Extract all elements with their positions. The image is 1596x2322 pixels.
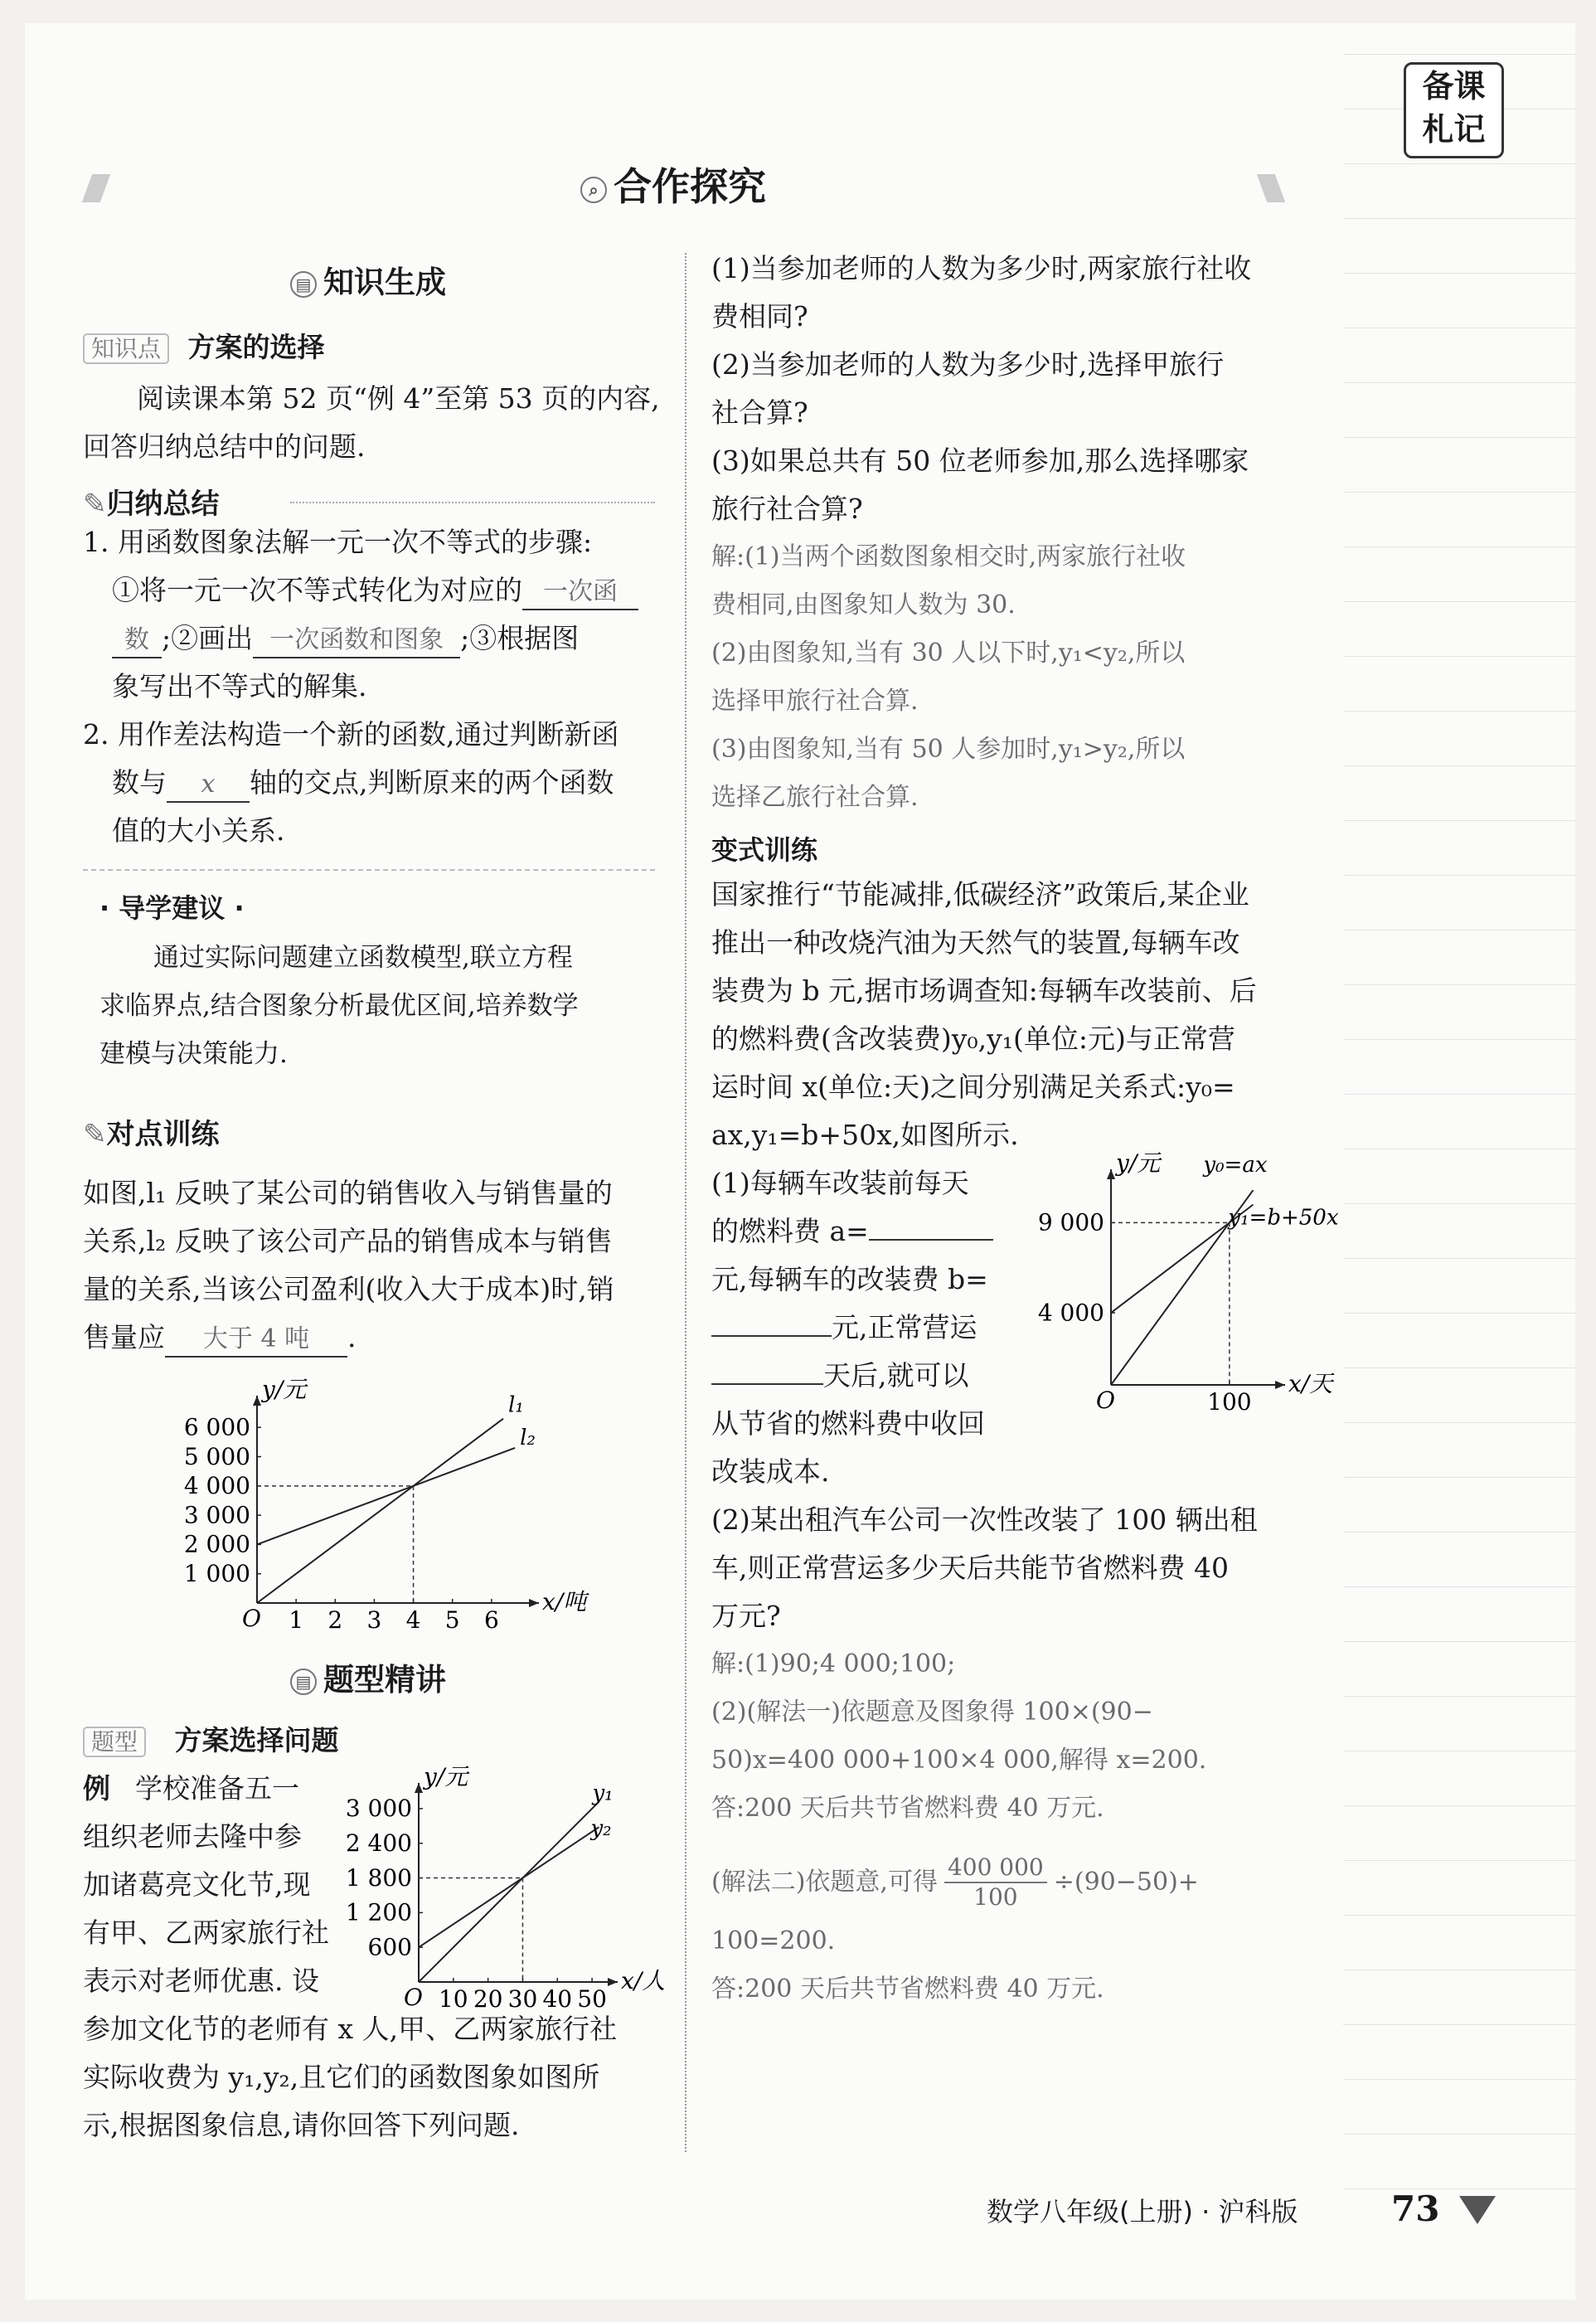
x-axis-arrow (608, 1978, 618, 1986)
y-axis-arrow (415, 1783, 423, 1793)
question-3-line-1: (3)如果总共有 50 位老师参加,那么选择哪家 (711, 444, 1249, 477)
y-tick-label: 1 000 (183, 1560, 250, 1588)
fraction: $\frac{400 000}{100}$ (944, 1853, 1047, 1912)
y-tick-label: 9 000 (1037, 1208, 1104, 1236)
solution-line-2: (2)(解法一)依题意及图象得 100×(90− (711, 1698, 1153, 1727)
type-title: 方案选择问题 (174, 1724, 339, 1756)
x-tick-label: 2 (327, 1606, 343, 1634)
variant-line-3: 装费为 b 元,据市场调查知:每辆车改装前、后 (711, 974, 1257, 1007)
y-axis-arrow (253, 1396, 261, 1406)
origin-label: O (1096, 1387, 1115, 1414)
question-1-line-1: (1)当参加老师的人数为多少时,两家旅行社收 (711, 252, 1252, 284)
pencil-icon: ✎ (83, 488, 107, 521)
badge-line-1: 备课 (1422, 68, 1486, 104)
x-axis-label: x/人 (621, 1967, 666, 1994)
practice-line-2: 关系,l₂ 反映了该公司产品的销售成本与销售 (83, 1225, 613, 1257)
solution-line-4: 答:200 天后共节省燃料费 40 万元. (711, 1794, 1104, 1823)
series-line (257, 1419, 503, 1603)
guide-heading: · 导学建议 · (99, 892, 245, 924)
guide-box-top (83, 869, 655, 871)
blank-b (711, 1335, 832, 1337)
summary-2-line-2: 数与 x 轴的交点,判断原来的两个函数 (112, 759, 614, 807)
summary-divider (290, 502, 655, 503)
guide-line-2: 求临界点,结合图象分析最优区间,培养数学 (99, 991, 579, 1021)
series-label: y₁=b+50x (1228, 1205, 1339, 1231)
variant-line-5: 运时间 x(单位:天)之间分别满足关系式:y₀= (711, 1071, 1235, 1103)
series-label: y₁ (592, 1780, 614, 1806)
question-2-line-2: 社合算? (711, 396, 808, 429)
y-tick-label: 4 000 (183, 1472, 250, 1500)
example-line-2: 组织老师去隆中参 (83, 1820, 302, 1853)
variant-line-6: ax,y₁=b+50x,如图所示. (711, 1119, 1019, 1151)
vq-line-5: 天后,就可以 (711, 1352, 969, 1400)
x-axis-label: x/天 (1288, 1370, 1333, 1397)
search-icon: ⌕ (580, 177, 607, 203)
summary-1-line-4: 象写出不等式的解集. (112, 670, 367, 702)
y-axis-label: y/元 (262, 1376, 307, 1403)
x-tick-label: 1 (289, 1606, 304, 1634)
y-tick-label: 3 000 (183, 1501, 250, 1529)
answer-2-line-2: 选择甲旅行社合算. (711, 687, 919, 716)
book-icon: ▤ (290, 1669, 317, 1695)
practice-line-3: 量的关系,当该公司盈利(收入大于成本)时,销 (83, 1273, 614, 1305)
origin-label: O (404, 1984, 423, 2011)
read-line-1: 阅读课本第 52 页“例 4”至第 53 页的内容, (137, 382, 660, 415)
knowledge-title: 方案的选择 (187, 331, 325, 363)
practice-heading: ✎对点训练 (83, 1118, 220, 1151)
variant-line-4: 的燃料费(含改装费)y₀,y₁(单位:元)与正常营 (711, 1023, 1235, 1055)
knowledge-tag: 知识点 (83, 333, 169, 364)
example-line-5: 表示对老师优惠. 设 (83, 1965, 319, 1997)
y-tick-label: 1 800 (345, 1863, 412, 1892)
types-heading: ▤ 题型精讲 (290, 1654, 446, 1699)
answer-x-axis: x (167, 768, 250, 803)
guide-line-1: 通过实际问题建立函数模型,联立方程 (153, 943, 573, 973)
answer-linear-function: 一次函 (522, 576, 638, 610)
x-tick-label: 20 (473, 1985, 503, 2013)
solution-line-1: 解:(1)90;4 000;100; (711, 1649, 956, 1678)
chart-sales (166, 1372, 587, 1638)
vq-line-1: (1)每辆车改装前每天 (711, 1167, 969, 1199)
pencil-icon: ✎ (83, 1118, 107, 1151)
x-tick-label: 10 (438, 1985, 468, 2013)
summary-2-line-1: 2. 用作差法构造一个新的函数,通过判断新函 (83, 718, 619, 751)
practice-line-4: 售量应 大于 4 吨 . (83, 1314, 357, 1362)
y-axis-label: y/元 (1116, 1149, 1161, 1177)
variant-heading: 变式训练 (711, 834, 818, 866)
summary-heading: ✎归纳总结 (83, 488, 220, 521)
vq-line-2: 的燃料费 a= (711, 1207, 993, 1256)
guide-line-3: 建模与决策能力. (99, 1039, 288, 1069)
question-3-line-2: 旅行社合算? (711, 493, 863, 525)
chart-fuel-cost (1011, 1149, 1339, 1435)
vq-line-8: (2)某出租汽车公司一次性改装了 100 辆出租 (711, 1503, 1258, 1536)
chart-travel-agency (327, 1762, 676, 2011)
solution-line-6: 100=200. (711, 1926, 836, 1955)
x-tick-label: 100 (1207, 1388, 1252, 1416)
practice-line-1: 如图,l₁ 反映了某公司的销售收入与销售量的 (83, 1177, 613, 1209)
example-line-3: 加诸葛亮文化节,现 (83, 1868, 311, 1901)
x-tick-label: 50 (577, 1985, 607, 2013)
answer-3-line-2: 选择乙旅行社合算. (711, 783, 919, 812)
question-1-line-2: 费相同? (711, 300, 808, 333)
x-tick-label: 5 (444, 1606, 460, 1634)
example-line-6: 参加文化节的老师有 x 人,甲、乙两家旅行社 (83, 2013, 618, 2045)
origin-label: O (242, 1605, 261, 1632)
question-2-line-1: (2)当参加老师的人数为多少时,选择甲旅行 (711, 348, 1225, 381)
y-tick-label: 600 (367, 1933, 412, 1961)
y-tick-label: 6 000 (183, 1413, 250, 1441)
variant-line-1: 国家推行“节能减排,低碳经济”政策后,某企业 (711, 878, 1249, 911)
section-title: ⌕ 合作探究 (580, 162, 766, 211)
knowledge-point (83, 323, 325, 373)
badge-line-2: 札记 (1422, 111, 1486, 148)
read-line-2: 回答归纳总结中的问题. (83, 430, 366, 463)
answer-3-line-1: (3)由图象知,当有 50 人参加时,y₁>y₂,所以 (711, 735, 1186, 764)
series-label: l₂ (520, 1425, 536, 1450)
y-tick-label: 2 000 (183, 1530, 250, 1558)
column-divider (685, 253, 686, 2152)
type-row (83, 1717, 339, 1766)
x-tick-label: 4 (405, 1606, 421, 1634)
footer-book-title: 数学八年级(上册) · 沪科版 (987, 2196, 1298, 2227)
x-axis-arrow (529, 1599, 539, 1607)
summary-1-line-3: 数 ;②画出 一次函数和图象 ;③根据图 (112, 615, 579, 663)
x-tick-label: 40 (542, 1985, 573, 2013)
vq-line-10: 万元? (711, 1600, 781, 1632)
example-line-4: 有甲、乙两家旅行社 (83, 1916, 329, 1949)
blank-days (711, 1383, 823, 1385)
series-line (419, 1802, 599, 1982)
x-tick-label: 30 (507, 1985, 538, 2013)
series-label: y₂ (590, 1816, 612, 1842)
example-line-8: 示,根据图象信息,请你回答下列问题. (83, 2109, 520, 2141)
answer-draw-graph: 一次函数和图象 (253, 624, 460, 658)
vq-line-6: 从节省的燃料费中收回 (711, 1407, 985, 1440)
x-axis-arrow (1275, 1381, 1285, 1389)
series-label: l₁ (508, 1392, 524, 1418)
y-tick-label: 5 000 (183, 1442, 250, 1470)
x-tick-label: 6 (483, 1606, 499, 1634)
notes-badge (1404, 62, 1504, 158)
answer-2-line-1: (2)由图象知,当有 30 人以下时,y₁<y₂,所以 (711, 639, 1186, 668)
y-tick-label: 2 400 (345, 1829, 412, 1858)
solution-line-5: (解法二)依题意,可得 $\frac{400 000}{100}$ ÷(90−50)+ (711, 1853, 1199, 1911)
summary-1-line-1: 1. 用函数图象法解一元一次不等式的步骤: (83, 526, 593, 558)
blank-a (869, 1239, 993, 1241)
vq-line-3: 元,每辆车的改装费 b= (711, 1263, 988, 1295)
solution-line-3: 50)x=400 000+100×4 000,解得 x=200. (711, 1746, 1207, 1775)
y-tick-label: 4 000 (1037, 1299, 1104, 1327)
y-axis-label: y/元 (424, 1763, 468, 1790)
margin-note-lines (1343, 0, 1575, 2239)
page-number: 73 (1391, 2188, 1440, 2229)
answer-1-line-2: 费相同,由图象知人数为 30. (711, 590, 1016, 619)
y-axis-arrow (1107, 1169, 1115, 1179)
answer-1-line-1: 解:(1)当两个函数图象相交时,两家旅行社收 (711, 542, 1186, 571)
vq-line-4: 元,正常营运 (711, 1304, 977, 1352)
series-label: y₀=ax (1203, 1153, 1268, 1178)
y-tick-label: 1 200 (345, 1898, 412, 1926)
answer-greater-than-4: 大于 4 吨 (165, 1323, 347, 1358)
x-tick-label: 3 (366, 1606, 382, 1634)
summary-1-line-2: ①将一元一次不等式转化为对应的 一次函 (112, 566, 638, 615)
summary-2-line-3: 值的大小关系. (112, 814, 285, 847)
example-line-7: 实际收费为 y₁,y₂,且它们的函数图象如图所 (83, 2061, 600, 2093)
book-icon: ▤ (290, 271, 317, 298)
vq-line-9: 车,则正常营运多少天后共能节省燃料费 40 (711, 1552, 1229, 1584)
type-tag: 题型 (83, 1727, 146, 1757)
variant-line-2: 推出一种改烧汽油为天然气的装置,每辆车改 (711, 926, 1240, 959)
example-line-1: 例 学校准备五一 (83, 1772, 299, 1805)
series-line (257, 1448, 515, 1544)
series-line (419, 1827, 599, 1947)
y-tick-label: 3 000 (345, 1795, 412, 1823)
knowledge-heading: ▤ 知识生成 (290, 257, 446, 302)
solution-line-7: 答:200 天后共节省燃料费 40 万元. (711, 1975, 1104, 2004)
vq-line-7: 改装成本. (711, 1455, 830, 1488)
footer-arrow-icon (1459, 2196, 1496, 2224)
x-axis-label: x/吨 (542, 1588, 587, 1615)
